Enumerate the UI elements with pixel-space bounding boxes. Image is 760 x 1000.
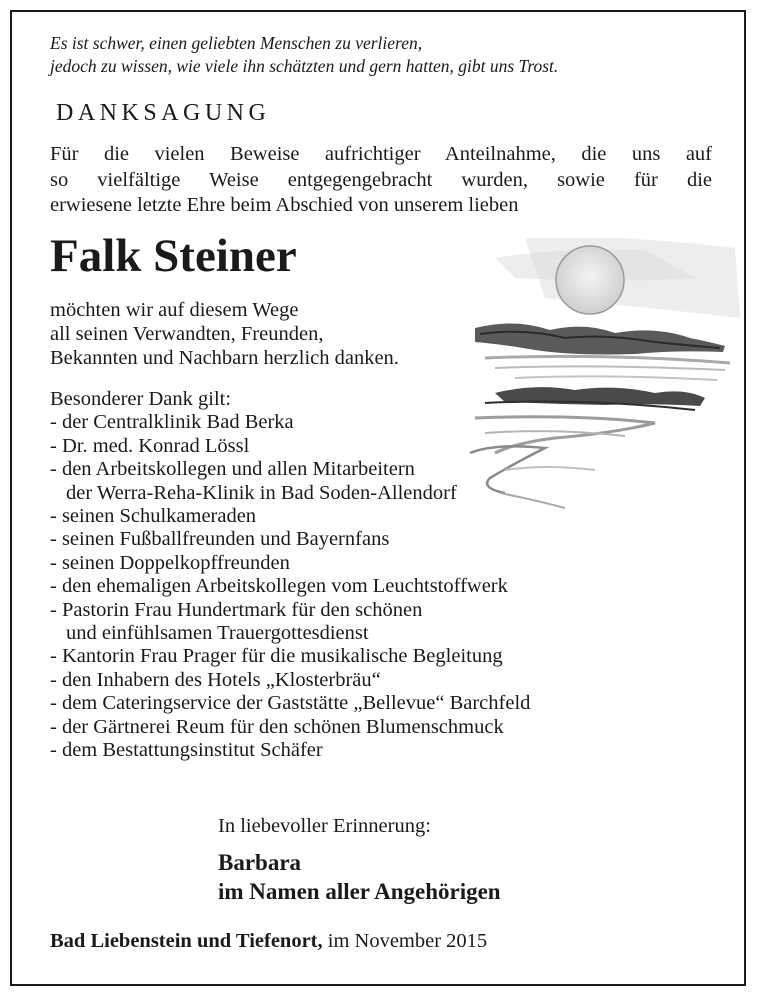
list-item: - den Arbeitskollegen und allen Mitarbeitern xyxy=(50,458,415,481)
intro-line: Für die vielen Beweise aufrichtiger Anteilnahme, die uns auf xyxy=(50,143,712,165)
thanks-line: all seinen Verwandten, Freunden, xyxy=(50,323,324,345)
motto xyxy=(50,32,710,78)
list-item: - dem Bestattungsinstitut Schäfer xyxy=(50,739,323,762)
place-date xyxy=(50,930,487,953)
special-thanks-list xyxy=(50,388,530,763)
thanks-text xyxy=(50,298,399,370)
signer-subtitle: im Namen aller Angehörigen xyxy=(218,879,501,904)
list-item: - der Centralklinik Bad Berka xyxy=(50,411,294,434)
list-item: - Dr. med. Konrad Lössl xyxy=(50,434,250,457)
signer-name: Barbara xyxy=(218,850,302,875)
thanks-line: Bekannten und Nachbarn herzlich danken. xyxy=(50,347,399,369)
memory-line: In liebevoller Erinnerung: xyxy=(218,815,431,837)
intro-line: erwiesene letzte Ehre beim Abschied von unserem lieben xyxy=(50,194,519,216)
motto-line: jedoch zu wissen, wie viele ihn schätzten und gern hatten, gibt uns Trost. xyxy=(50,56,559,76)
list-item: - seinen Doppelkopffreunden xyxy=(50,551,290,574)
list-item: - der Gärtnerei Reum für den schönen Blumenschmuck xyxy=(50,715,504,738)
thanks-line: möchten wir auf diesem Wege xyxy=(50,299,299,321)
list-item: - seinen Fußballfreunden und Bayernfans xyxy=(50,528,390,551)
motto-line: Es ist schwer, einen geliebten Menschen zu verlieren, xyxy=(50,33,423,53)
signer xyxy=(218,848,501,906)
date: im November 2015 xyxy=(327,930,488,952)
list-item: - Kantorin Frau Prager für die musikalische Begleitung xyxy=(50,645,503,668)
list-item: - den Inhabern des Hotels „Klosterbräu“ xyxy=(50,668,381,691)
list-item-continuation: und einfühlsamen Trauergottesdienst xyxy=(66,622,369,645)
intro-text xyxy=(50,142,712,219)
deceased-name: Falk Steiner xyxy=(50,230,297,282)
list-item: - Pastorin Frau Hundertmark für den schönen xyxy=(50,598,423,621)
place: Bad Liebenstein und Tiefenort, xyxy=(50,930,323,952)
list-item: - dem Cateringservice der Gaststätte „Bellevue“ Barchfeld xyxy=(50,692,531,715)
list-item: - den ehemaligen Arbeitskollegen vom Leuchtstoffwerk xyxy=(50,575,508,598)
special-thanks-title: Besonderer Dank gilt: xyxy=(50,388,232,410)
list-item: - seinen Schulkameraden xyxy=(50,505,257,528)
list-item-continuation: der Werra-Reha-Klinik in Bad Soden-Allendorf xyxy=(66,481,457,504)
intro-line: so vielfältige Weise entgegengebracht wurden, sowie für die xyxy=(50,168,712,191)
heading: DANKSAGUNG xyxy=(56,100,271,126)
